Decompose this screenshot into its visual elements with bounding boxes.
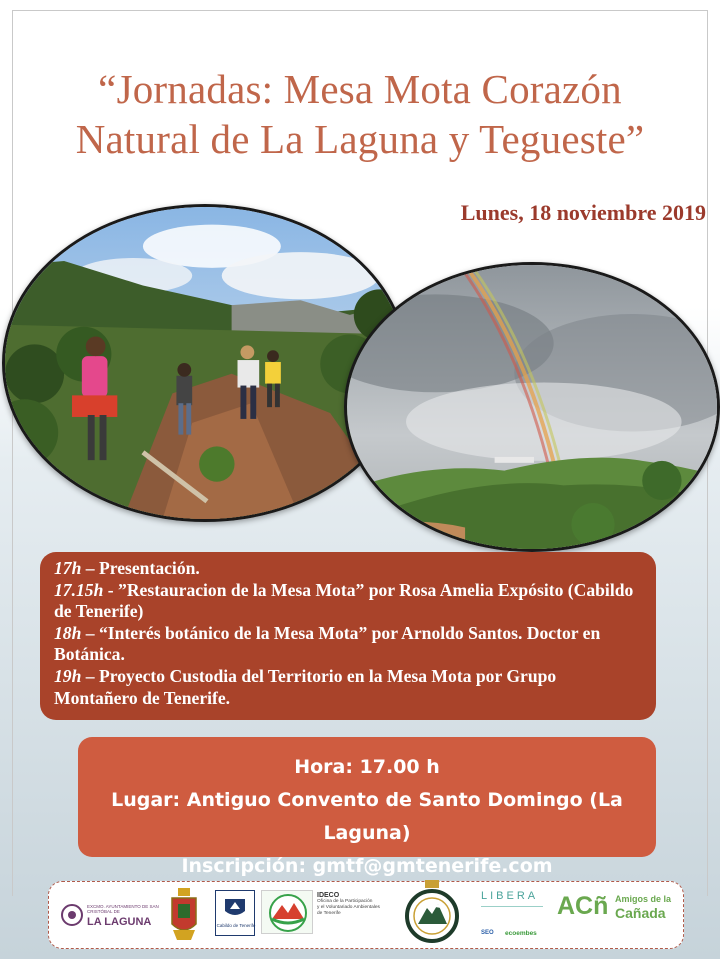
event-registration: Inscripción: gmtf@gmtenerife.com: [181, 855, 553, 877]
cabildo-emblem-icon: [222, 895, 248, 919]
grupo-montanero-emblem-icon: [405, 880, 459, 948]
ideco-line-2: y el Voluntariado Ambientales: [317, 905, 380, 910]
program-text: – Presentación.: [81, 558, 200, 578]
ecoembes-text: ecoembes: [505, 930, 537, 937]
program-text: – “Interés botánico de la Mesa Mota” por Arnoldo Santos. Doctor en Botánica.: [54, 622, 601, 665]
title-line-1: “Jornadas: Mesa Mota Corazón: [98, 66, 622, 112]
amigos-canada-logo: [557, 890, 681, 934]
event-location: Lugar: Antiguo Convento de Santo Domingo (La Laguna): [111, 789, 623, 844]
libera-text: LIBERA: [481, 890, 539, 902]
ayuntamiento-small-text: EXCMO. AYUNTAMIENTO DE SAN CRISTÓBAL DE: [87, 904, 159, 914]
program-time: 19h: [54, 665, 82, 686]
program-time: 17.15h: [54, 579, 104, 600]
title-line-2: Natural de La Laguna y Tegueste”: [75, 116, 645, 162]
event-title: [0, 64, 720, 164]
ideco-mountain-logo: [261, 890, 313, 934]
program-item: [54, 580, 642, 623]
hikers-photo: [2, 204, 408, 522]
program-item: [54, 558, 642, 580]
grupo-montanero-logo: [405, 880, 459, 948]
amigos-line-2: Cañada: [615, 905, 666, 921]
ayuntamiento-big-text: LA LAGUNA: [87, 916, 152, 928]
acn-text: ACñ: [557, 892, 609, 920]
ideco-text-logo: [317, 892, 397, 932]
coat-of-arms-logo: [169, 886, 199, 944]
ideco-title: IDECO: [317, 892, 340, 899]
coat-of-arms-icon: [169, 886, 199, 944]
ideco-line-3: de Tenerife: [317, 911, 341, 916]
program-time: 17h: [54, 558, 82, 578]
libera-logo: [477, 888, 547, 946]
program-text: – Proyecto Custodia del Territorio en la Mesa Mota por Grupo Montañero de Tenerife.: [54, 665, 557, 708]
program-item: [54, 666, 642, 709]
ideco-mountain-icon: [262, 891, 314, 935]
cabildo-logo: [215, 890, 255, 936]
cabildo-text: Cabildo de Tenerife: [216, 923, 256, 928]
ideco-line-1: Oficina de la Participación: [317, 899, 373, 904]
rainbow-photo: [344, 262, 720, 552]
sponsor-logos-bar: [48, 881, 684, 949]
libera-divider: [481, 906, 543, 907]
seo-text: SEO: [481, 930, 494, 936]
event-time: Hora: 17.00 h: [294, 756, 440, 778]
program-time: 18h: [54, 622, 82, 643]
laguna-emblem-icon: [61, 904, 83, 926]
program-box: [40, 552, 656, 720]
program-item: [54, 623, 642, 666]
program-text: - ”Restauracion de la Mesa Mota” por Rosa Amelia Expósito (Cabildo de Tenerife): [54, 579, 634, 622]
amigos-line-1: Amigos de la: [615, 894, 672, 904]
event-date: Lunes, 18 noviembre 2019: [460, 200, 706, 225]
event-info-box: [78, 737, 656, 877]
ayuntamiento-logo: [59, 900, 159, 934]
